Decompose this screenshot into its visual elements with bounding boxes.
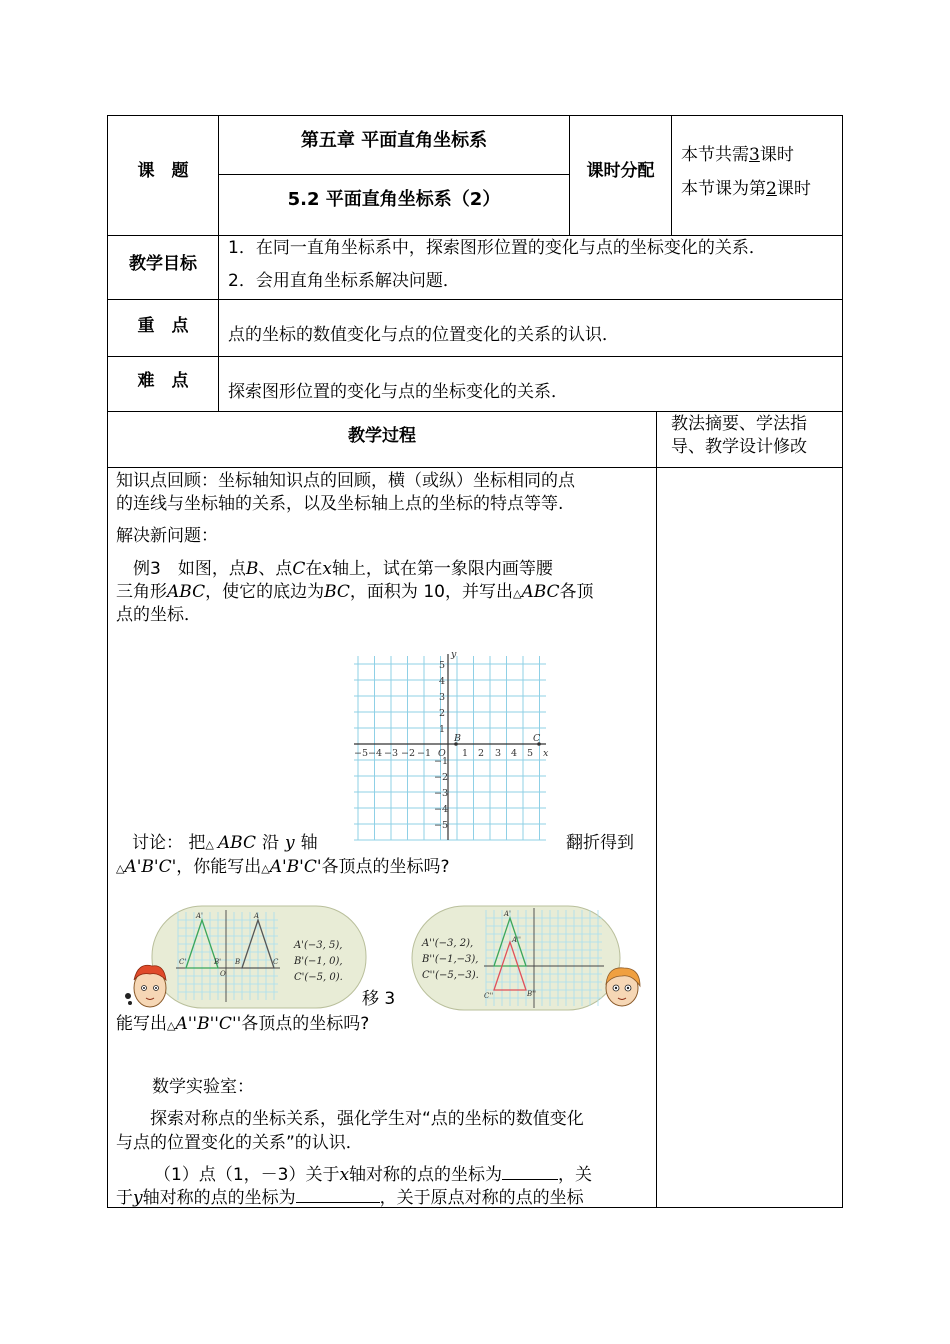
bubble-right-label: B'' (527, 990, 536, 998)
table-border-right (842, 115, 843, 1208)
triangle-symbol: △ (261, 862, 270, 875)
example-text: 各顶 (559, 582, 594, 602)
hours-total-prefix: 本节共需 (681, 145, 749, 165)
col-divider (656, 411, 657, 1208)
question-text: 轴对称的点的坐标为 (142, 1188, 296, 1208)
shift-text: 移 3 (362, 989, 396, 1009)
hours-current-prefix: 本节课为第 (681, 179, 766, 199)
bubble-left-label: A (254, 912, 260, 920)
bubble-left-coord: A'(−3, 5), (294, 940, 343, 951)
x-tick-label: −3 (384, 748, 399, 759)
x-tick-label: −1 (417, 748, 432, 759)
triangle-ref: ABC (167, 582, 206, 602)
question-text: ，关于原点对称的点的坐标 (379, 1188, 584, 1208)
question-text: 于 (116, 1188, 133, 1208)
triangle-ref: A'B'C' (269, 857, 322, 877)
hours-label: 课时分配 (586, 161, 655, 181)
goal-item: 1．在同一直角坐标系中，探索图形位置的变化与点的坐标变化的关系． (228, 238, 766, 258)
x-tick-label: 5 (527, 748, 534, 759)
lab-title: 数学实验室： (152, 1077, 254, 1097)
key-point-text: 点的坐标的数值变化与点的位置变化的关系的认识． (228, 325, 619, 345)
example-text: 在 (305, 559, 323, 579)
y-tick-label: 1 (439, 724, 446, 735)
y-axis-ref: y (133, 1188, 143, 1208)
section-title: 5.2 平面直角坐标系（2） (287, 189, 501, 210)
goals-label: 教学目标 (129, 254, 197, 274)
difficulty-text: 探索图形位置的变化与点的坐标变化的关系． (228, 382, 568, 402)
y-axis-ref: y (284, 833, 295, 853)
discussion-line3 (116, 1013, 369, 1037)
table-border-left (107, 115, 108, 1208)
hours-total (681, 144, 794, 166)
example-text: 例3 如图，点 (116, 559, 246, 579)
title-divider (218, 174, 570, 175)
y-tick-label: −3 (434, 788, 449, 799)
row-divider (107, 411, 843, 412)
triangle-symbol: △ (167, 1019, 176, 1032)
hours-total-value: 3 (749, 145, 760, 165)
example-text: ，面积为 10，并写出 (349, 582, 513, 602)
triangle-symbol: △ (512, 587, 522, 600)
hours-current-suffix: 课时 (776, 179, 811, 199)
question1-line1 (154, 1163, 592, 1186)
question-text: （1）点（1，－3）关于 (154, 1165, 340, 1185)
discussion-text: ，你能写出 (176, 857, 262, 877)
triangle-ref: ABC (521, 582, 560, 602)
y-tick-label: −5 (434, 820, 449, 831)
y-tick-label: −2 (434, 772, 449, 783)
x-tick-label: 1 (462, 748, 469, 759)
triangle-ref: A''B''C'' (175, 1014, 242, 1034)
discussion-text: 讨论： 把 (132, 833, 206, 853)
process-header: 教学过程 (348, 426, 416, 446)
x-axis-label: x (543, 748, 549, 759)
discussion-text: 能写出 (116, 1014, 167, 1034)
key-point-label: 重 点 (137, 316, 189, 336)
review-line1: 知识点回顾：坐标轴知识点的回顾，横（或纵）坐标相同的点 (116, 471, 575, 491)
bubble-left-coord: B'(−1, 0), (294, 956, 343, 967)
lab-line1: 探索对称点的坐标关系，强化学生对“点的坐标的数值变化 (150, 1109, 584, 1129)
bubble-left-label: B' (214, 958, 222, 966)
hours-current-value: 2 (766, 179, 777, 199)
bubble-right-coord: C''(−5,−3). (422, 970, 479, 981)
x-axis-ref: x (339, 1165, 350, 1185)
x-tick-label: 4 (511, 748, 518, 759)
bubble-left-label: B (235, 958, 241, 966)
example-text: 轴上，试在第一象限内画等腰 (331, 559, 553, 579)
origin-label: O (438, 748, 446, 759)
triangle-ref: ABC (217, 833, 256, 853)
y-tick-label: 4 (439, 676, 446, 687)
review-line2: 的连线与坐标轴的关系，以及坐标轴上点的坐标的特点等等. (116, 494, 564, 514)
y-tick-label: 5 (439, 660, 446, 671)
bubble-right-label: C'' (484, 992, 494, 1000)
solve-title: 解决新问题： (116, 526, 218, 546)
bubble-right-label: A' (504, 910, 511, 918)
example-text: 三角形 (116, 582, 167, 602)
notes-header-line2: 导、教学设计修改 (671, 437, 807, 457)
x-tick-label: 3 (495, 748, 502, 759)
bubble-right-coord: A''(−3, 2), (422, 938, 474, 949)
notes-header-line1: 教法摘要、学法指 (671, 414, 807, 434)
bubble-left-label: A' (196, 912, 203, 920)
example-text: 、点 (258, 559, 293, 579)
bubble-left-label: O (220, 970, 226, 978)
lab-line2: 与点的位置变化的关系”的认识． (116, 1133, 363, 1153)
y-tick-label: 3 (439, 692, 446, 703)
discussion-text: 沿 (261, 833, 279, 853)
question-text: ，关 (558, 1165, 593, 1185)
cartoon-girl-icon (606, 968, 640, 1006)
translation-illustration (410, 900, 650, 1015)
bubble-left-coord: C'(−5, 0). (294, 972, 343, 983)
segment-ref: BC (324, 582, 350, 602)
bubble-left-label: C' (179, 958, 187, 966)
y-tick-label: −4 (434, 804, 449, 815)
triangle-symbol: △ (116, 862, 125, 875)
y-axis-label: y (451, 650, 457, 660)
cartoon-boy-icon (125, 965, 166, 1007)
answer-blank[interactable] (502, 1163, 558, 1180)
discussion-text: 各顶点的坐标吗? (241, 1014, 370, 1034)
hours-current (681, 178, 811, 200)
x-tick-label: −4 (368, 748, 383, 759)
col-divider (218, 115, 219, 411)
discussion-line1-right: 翻折得到 (566, 833, 634, 853)
point-b-ref: B (245, 559, 259, 579)
bubble-left-label: C (273, 958, 279, 966)
y-tick-label: 2 (439, 708, 446, 719)
x-tick-label: −5 (354, 748, 369, 759)
bubble-right-label: A'' (512, 936, 521, 944)
example-line2 (116, 581, 594, 605)
point-c-label: C (533, 733, 541, 744)
x-tick-label: −2 (401, 748, 416, 759)
x-axis-ref: x (322, 559, 332, 579)
answer-blank[interactable] (296, 1186, 380, 1203)
topic-label: 课 题 (137, 161, 189, 181)
discussion-line2 (116, 856, 450, 880)
discussion-text: 轴 (300, 833, 318, 853)
bubble-right-coord: B''(−1,−3), (422, 954, 479, 965)
coordinate-grid (350, 650, 555, 845)
triangle-symbol: △ (205, 838, 214, 851)
col-divider (671, 115, 672, 235)
y-tick-label: −1 (434, 756, 449, 767)
discussion-line1-left (132, 832, 318, 856)
x-tick-label: 2 (478, 748, 485, 759)
question1-line2 (116, 1186, 584, 1209)
difficulty-label: 难 点 (137, 371, 189, 391)
row-divider (107, 467, 843, 468)
example-line1 (116, 558, 553, 580)
discussion-text: 各顶点的坐标吗? (321, 857, 450, 877)
chapter-title: 第五章 平面直角坐标系 (300, 130, 488, 151)
example-line3: 点的坐标． (116, 605, 201, 625)
point-c-ref: C (292, 559, 306, 579)
reflection-illustration (118, 900, 368, 1015)
point-b-label: B (454, 733, 461, 744)
triangle-ref: A'B'C' (124, 857, 177, 877)
example-text: ，使它的底边为 (205, 582, 325, 602)
goal-item: 2．会用直角坐标系解决问题． (228, 271, 460, 291)
hours-total-suffix: 课时 (759, 145, 794, 165)
question-text: 轴对称的点的坐标为 (349, 1165, 503, 1185)
